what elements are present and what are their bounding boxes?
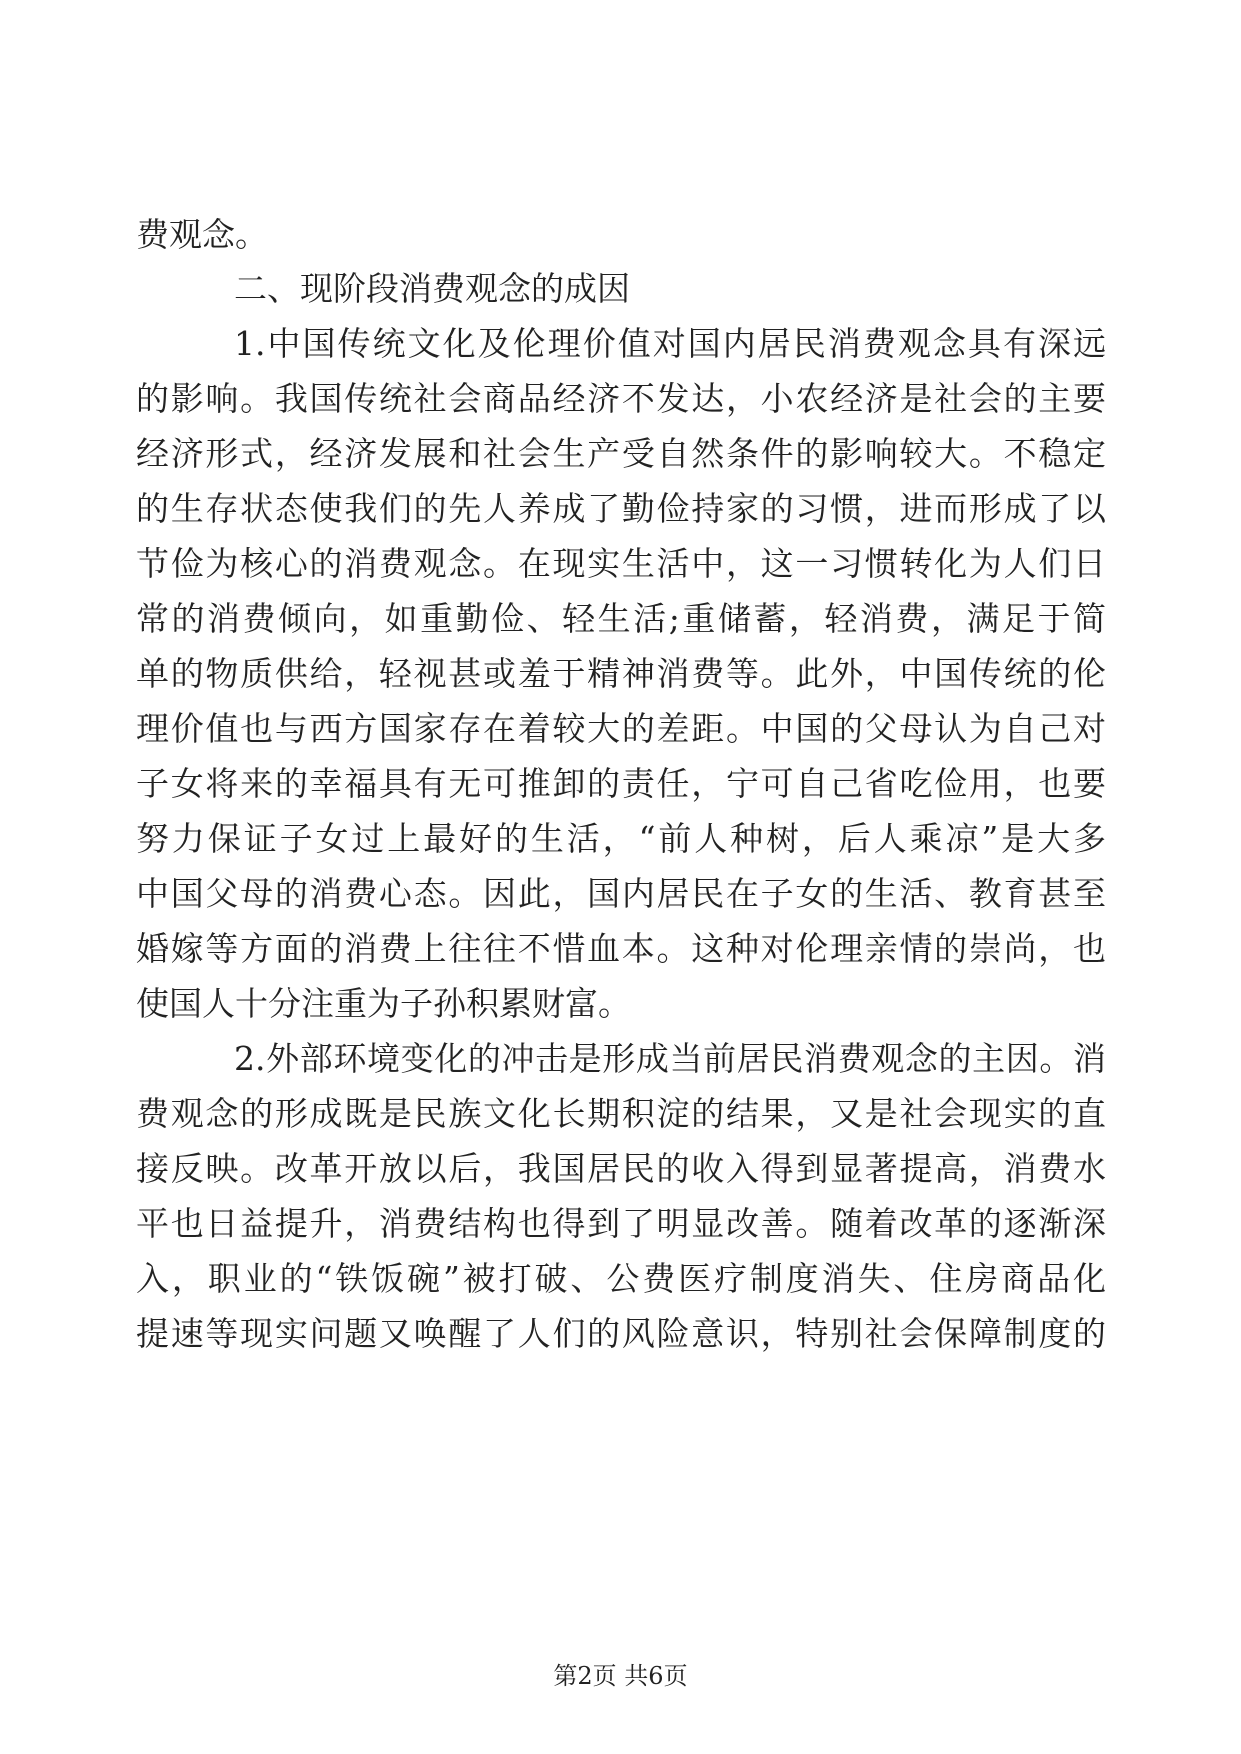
text-line: 单的物质供给，轻视甚或羞于精神消费等。此外，中国传统的伦 [136,654,1106,693]
text-line: 子女将来的幸福具有无可推卸的责任，宁可自己省吃俭用，也要 [136,764,1106,803]
text-line: 的生存状态使我们的先人养成了勤俭持家的习惯，进而形成了以 [136,489,1106,528]
text-line: 常的消费倾向，如重勤俭、轻生活;重储蓄，轻消费，满足于简 [136,599,1106,638]
text-line: 提速等现实问题又唤醒了人们的风险意识，特别社会保障制度的 [136,1314,1106,1353]
text-line: 的影响。我国传统社会商品经济不发达，小农经济是社会的主要 [136,379,1106,418]
text-line: 经济形式，经济发展和社会生产受自然条件的影响较大。不稳定 [136,434,1106,473]
page-footer: 第2页 共6页 [553,1662,688,1690]
text-line: 1.中国传统文化及伦理价值对国内居民消费观念具有深远 [234,324,1106,363]
text-line: 平也日益提升，消费结构也得到了明显改善。随着改革的逐渐深 [136,1204,1106,1243]
text-line: 努力保证子女过上最好的生活，“前人种树，后人乘凉”是大多 [136,819,1106,858]
text-line: 节俭为核心的消费观念。在现实生活中，这一习惯转化为人们日 [136,544,1106,583]
text-line: 费观念的形成既是民族文化长期积淀的结果，又是社会现实的直 [136,1094,1106,1133]
text-line: 婚嫁等方面的消费上往往不惜血本。这种对伦理亲情的崇尚，也 [136,929,1106,968]
text-line: 接反映。改革开放以后，我国居民的收入得到显著提高，消费水 [136,1149,1106,1188]
text-line: 2.外部环境变化的冲击是形成当前居民消费观念的主因。消 [234,1039,1106,1078]
text-line: 中国父母的消费心态。因此，国内居民在子女的生活、教育甚至 [136,874,1106,913]
text-line: 费观念。 [136,215,268,254]
text-line: 使国人十分注重为子孙积累财富。 [136,984,631,1023]
section-heading: 二、现阶段消费观念的成因 [234,269,630,308]
text-line: 入，职业的“铁饭碗”被打破、公费医疗制度消失、住房商品化 [136,1259,1106,1298]
text-line: 理价值也与西方国家存在着较大的差距。中国的父母认为自己对 [136,709,1106,748]
